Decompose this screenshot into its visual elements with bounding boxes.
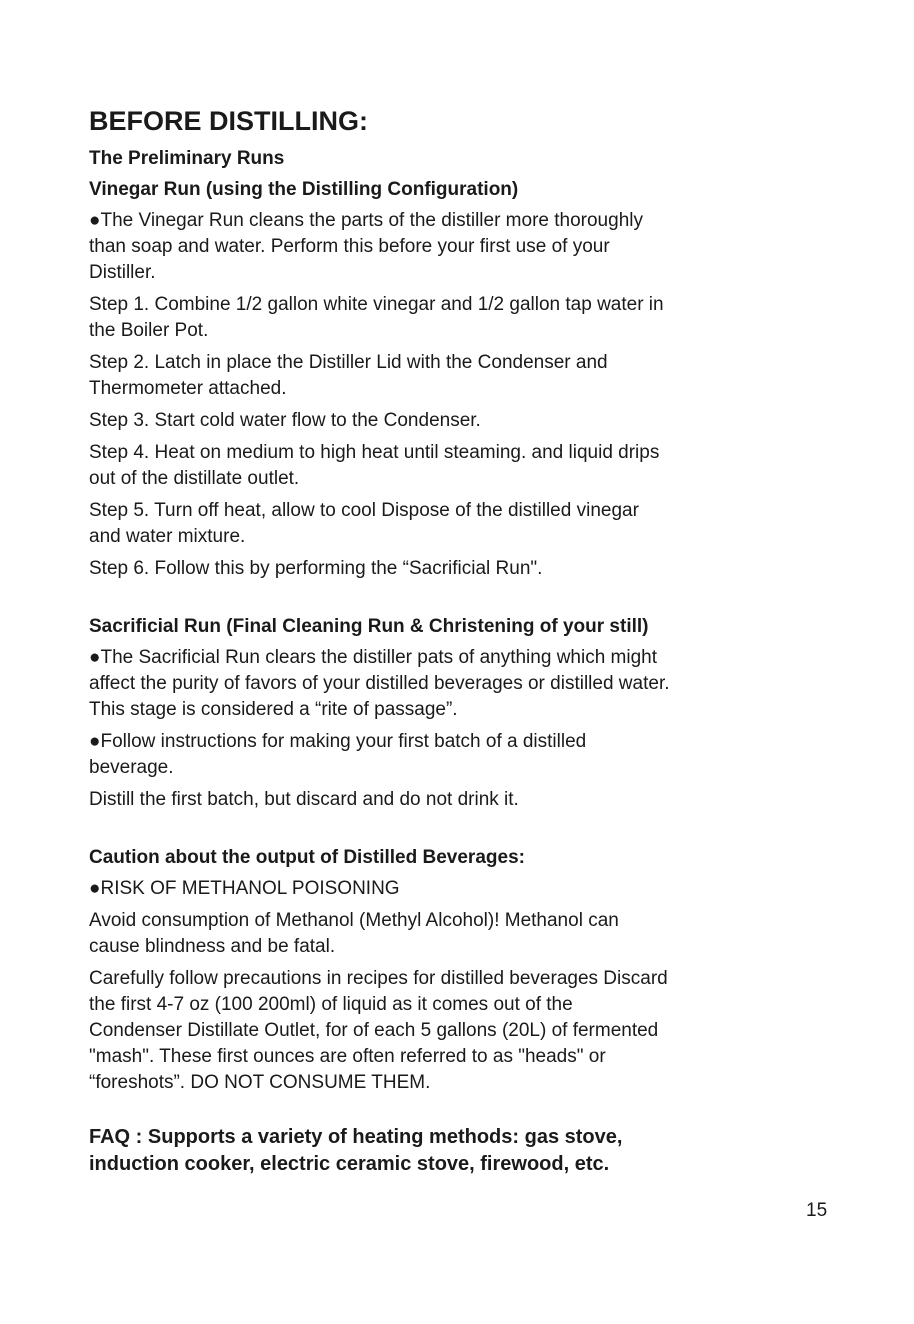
text-line: affect the purity of favors of your distilled beverages or distilled water. xyxy=(89,673,670,694)
text-line: Carefully follow precautions in recipes for distilled beverages Discard xyxy=(89,968,668,989)
vinegar-run-intro xyxy=(89,208,769,286)
text-line: the first 4-7 oz (100 200ml) of liquid as it comes out of the xyxy=(89,994,573,1015)
sacrificial-run-paragraph xyxy=(89,645,769,723)
text-line: ●The Vinegar Run cleans the parts of the distiller more thoroughly xyxy=(89,210,643,231)
text-line: induction cooker, electric ceramic stove, firewood, etc. xyxy=(89,1153,610,1175)
text-line: Distiller. xyxy=(89,262,156,283)
vinegar-run-heading: Vinegar Run (using the Distilling Configuration) xyxy=(89,179,519,200)
text-line: “foreshots”. DO NOT CONSUME THEM. xyxy=(89,1072,431,1093)
section-spacer xyxy=(89,819,769,845)
faq-note xyxy=(89,1124,769,1178)
text-line: Condenser Distillate Outlet, for of each 5 gallons (20L) of fermented xyxy=(89,1020,659,1041)
page-title: BEFORE DISTILLING: xyxy=(89,106,368,136)
step-3 xyxy=(89,408,769,434)
step-5 xyxy=(89,498,769,550)
text-line: Avoid consumption of Methanol (Methyl Alcohol)! Methanol can xyxy=(89,910,619,931)
page-number: 15 xyxy=(806,1200,828,1221)
step-6 xyxy=(89,556,769,582)
text-line: ●The Sacrificial Run clears the distiller pats of anything which might xyxy=(89,647,658,668)
section-spacer xyxy=(89,588,769,614)
text-line: out of the distillate outlet. xyxy=(89,468,300,489)
text-line: Step 6. Follow this by performing the “Sacrificial Run". xyxy=(89,558,543,579)
text-line: Step 5. Turn off heat, allow to cool Dispose of the distilled vinegar xyxy=(89,500,639,521)
text-line: Step 2. Latch in place the Distiller Lid with the Condenser and xyxy=(89,352,608,373)
text-line: cause blindness and be fatal. xyxy=(89,936,336,957)
text-line: beverage. xyxy=(89,757,174,778)
text-line: Step 1. Combine 1/2 gallon white vinegar and 1/2 gallon tap water in xyxy=(89,294,664,315)
preliminary-runs-heading: The Preliminary Runs xyxy=(89,148,285,169)
text-line: ●Follow instructions for making your first batch of a distilled xyxy=(89,731,587,752)
text-line: Distill the first batch, but discard and do not drink it. xyxy=(89,789,519,810)
text-line: than soap and water. Perform this before your first use of your xyxy=(89,236,610,257)
follow-instructions-paragraph xyxy=(89,729,769,781)
text-line: Step 4. Heat on medium to high heat until steaming. and liquid drips xyxy=(89,442,660,463)
step-2 xyxy=(89,350,769,402)
text-line: FAQ : Supports a variety of heating methods: gas stove, xyxy=(89,1126,623,1148)
text-line: This stage is considered a “rite of passage”. xyxy=(89,699,458,720)
step-1 xyxy=(89,292,769,344)
caution-heading: Caution about the output of Distilled Beverages: xyxy=(89,847,525,868)
text-line: the Boiler Pot. xyxy=(89,320,209,341)
precautions-paragraph xyxy=(89,966,769,1096)
page-content xyxy=(89,103,769,1178)
text-line: Thermometer attached. xyxy=(89,378,287,399)
step-4 xyxy=(89,440,769,492)
discard-batch-paragraph xyxy=(89,787,769,813)
section-spacer xyxy=(89,1102,769,1124)
text-line: Step 3. Start cold water flow to the Condenser. xyxy=(89,410,481,431)
text-line: ●RISK OF METHANOL POISONING xyxy=(89,878,400,899)
avoid-methanol-paragraph xyxy=(89,908,769,960)
sacrificial-run-heading: Sacrificial Run (Final Cleaning Run & Christening of your still) xyxy=(89,616,649,637)
methanol-risk-line xyxy=(89,876,769,902)
text-line: "mash". These first ounces are often referred to as "heads" or xyxy=(89,1046,606,1067)
text-line: and water mixture. xyxy=(89,526,246,547)
